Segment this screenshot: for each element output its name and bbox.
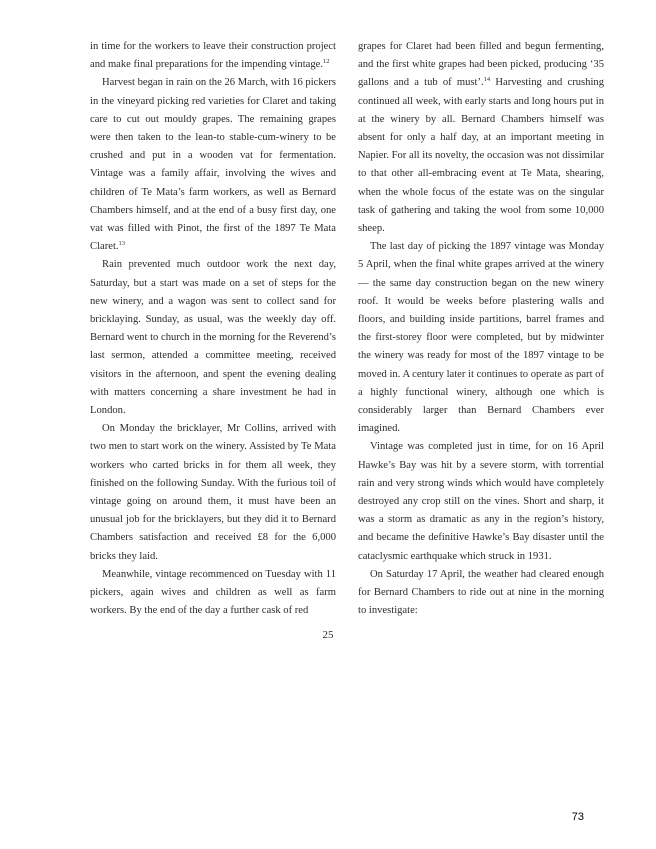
left-text-column [90, 38, 336, 621]
document-page-number: 73 [571, 811, 584, 823]
paragraph: Meanwhile, vintage recommenced on Tuesday with 11 pickers, again wives and children as well as farm workers. By the end of the day a further cask of red [90, 568, 336, 617]
footnote-ref: 13 [118, 240, 126, 248]
paragraph: Vintage was completed just in time, for on 16 April Hawke’s Bay was hit by a severe storm, with torrential rain and very strong winds which would have completely destroyed any crop still on the vines. Short and sharp, it was a storm as dramatic as any in the region’s history, and became the definitive Hawke’s Bay disaster until the cataclysmic earthquake which struck in 1931. [358, 441, 604, 562]
paragraph: in time for the workers to leave their construction project and make final preparations for the impending vintage.$^{12}$ [90, 41, 336, 71]
right-text-column [358, 38, 604, 621]
paragraph: On Monday the bricklayer, Mr Collins, arrived with two men to start work on the winery. Assisted by Te Mata workers who carted bricks in for them all week, they finished on the following Sunday. With the furious toil of vintage going on around them, it must have been an unusual job for the bricklayers, but they did it to Bernard Chambers satisfaction and received £8 for the 6,000 bricks they laid. [90, 423, 336, 562]
paragraph: Harvest began in rain on the 26 March, with 16 pickers in the vineyard picking red varieties for Claret and taking care to cut out mouldy grapes. The remaining grapes were then taken to the lean-to stable-cum-winery to be crushed and put in a wooden vat for fermentation. Vintage was a family affair, involving the wives and children of Te Mata’s farm workers, as well as Bernard Chambers himself, and at the end of a busy first day, one vat was filled with Pinot, the first of the 1897 Te Mata Claret.$^{13}$ [90, 77, 336, 253]
paragraph: grapes for Claret had been filled and begun fermenting, and the first white grapes had been picked, producing ‘35 gallons and a tub of must’.$^{14}$ Harvesting and crushing continued all week, with early starts and long hours put in at the winery by all. Bernard Chambers himself was absent for only a half day, at an important meeting in Napier. For all its novelty, the occasion was not dissimilar to that other all-embracing event at Te Mata, shearing, when the whole focus of the estate was on the singular task of gathering and taking the wool from some 10,000 sheep. [358, 41, 604, 235]
book-page-number: 25 [322, 629, 334, 641]
paragraph: Rain prevented much outdoor work the next day, Saturday, but a start was made on a set of steps for the new winery, and a wagon was sent to collect sand for bricklaying. Sunday, as usual, was the weekly day off. Bernard went to church in the morning for the Reverend’s last sermon, attended a committee meeting, received visitors in the afternoon, and spent the evening dealing with matters concerning a share investment he had in London. [90, 259, 336, 417]
footnote-ref: 14 [483, 76, 491, 84]
paragraph: The last day of picking the 1897 vintage was Monday 5 April, when the final white grapes arrived at the winery — the same day construction began on the new winery roof. It would be weeks before plastering walls and floors, and building inside partitions, barrel frames and the first-storey floor were completed, but by midwinter the winery was ready for most of the 1897 vintage to be moved in. A century later it continues to operate as part of a highly functional winery, although one which is considerably larger than Bernard Chambers ever imagined. [358, 241, 604, 435]
paragraph: On Saturday 17 April, the weather had cleared enough for Bernard Chambers to ride out at nine in the morning to investigate: [358, 568, 604, 617]
footnote-ref: 12 [323, 58, 330, 66]
